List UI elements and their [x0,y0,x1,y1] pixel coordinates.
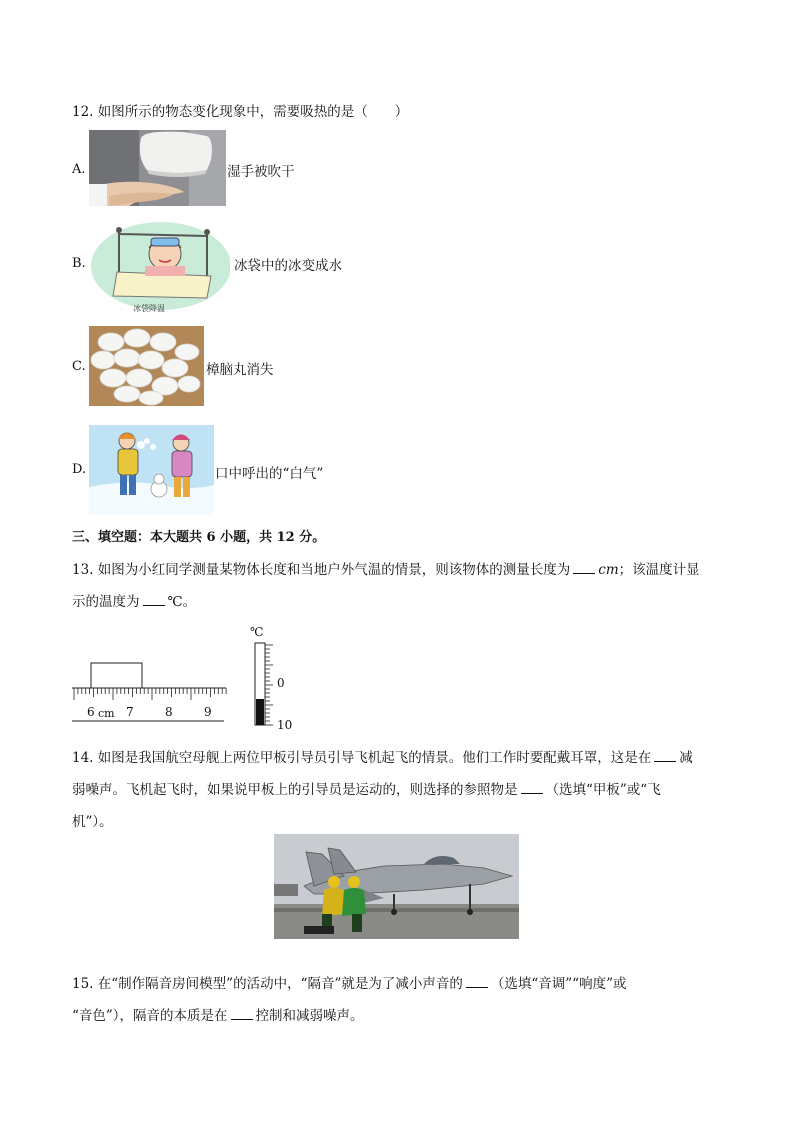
q13-unit-cm: cm [598,562,619,578]
q13-text-1b: ；该温度计显 [618,562,700,578]
q14-line-3: 机”）。 [72,814,113,830]
ruler-label-8: 8 [165,705,173,719]
q15-text-1a: 15. 在“制作隔音房间模型”的活动中，“隔音”就是为了减小声音的 [72,976,463,992]
option-a-text: 湿手被吹干 [227,164,295,180]
q14-text-2a: 弱噪声。飞机起飞时，如果说甲板上的引导员是运动的，则选择的参照物是 [72,782,518,798]
q15-text-2b: 控制和减弱噪声。 [255,1008,364,1024]
section-three-heading: 三、填空题：本大题共 6 小题，共 12 分。 [72,530,326,545]
q15-text-2a: “音色”），隔音的本质是在 [72,1008,228,1024]
q14-blank-1[interactable] [654,748,676,762]
option-d-letter: D. [72,462,87,477]
ruler-label-9: 9 [204,705,212,719]
q14-line-1 [72,748,693,768]
q13-line-2 [72,592,196,612]
option-a-letter: A. [72,162,86,177]
option-b-text: 冰袋中的冰变成水 [234,258,342,274]
ruler-figure [70,655,230,725]
q12-stem: 12. 如图所示的物态变化现象中，需要吸热的是（ ） [72,104,409,120]
option-d-text: 口中呼出的“白气” [215,466,324,482]
q13-blank-length[interactable] [573,560,595,574]
q14-text-1b: 减 [679,750,693,766]
q14-text-2b: （选填“甲板”或“飞 [545,782,661,798]
carrier-jet-photo [274,834,519,939]
ruler-label-7: 7 [126,705,134,719]
option-b-letter: B. [72,256,86,271]
thermometer-label-10: 10 [277,718,293,732]
ruler-label-cm: cm [98,707,115,720]
q13-text-1a: 13. 如图为小红同学测量某物体长度和当地户外气温的情景，则该物体的测量长度为 [72,562,571,578]
q14-text-1a: 14. 如图是我国航空母舰上两位甲板引导员引导飞机起飞的情景。他们工作时要配戴耳罩，这是在 [72,750,652,766]
q13-blank-temperature[interactable] [143,592,165,606]
option-c-letter: C. [72,359,86,374]
ice-bag-caption: 冰袋降温 [133,304,165,313]
mothballs-image [89,326,204,406]
white-breath-cartoon-image [89,425,214,515]
option-c-text: 樟脑丸消失 [206,362,274,378]
hand-dryer-image [89,130,226,206]
thermometer-unit: ℃ [250,625,264,639]
ice-bag-cartoon-image [89,214,230,314]
thermometer-figure [240,625,300,733]
q13-line-1 [72,560,700,580]
q15-blank-2[interactable] [231,1006,253,1020]
thermometer-label-0: 0 [277,676,285,690]
q13-text-2b: ℃。 [167,594,197,610]
q13-text-2a: 示的温度为 [72,594,140,610]
q14-blank-2[interactable] [521,780,543,794]
q15-line-2 [72,1006,364,1026]
q15-text-1b: （选填“音调”“响度”或 [490,976,627,992]
q14-line-2 [72,780,661,800]
thermometer-drawing [240,639,280,729]
ruler-label-6: 6 [87,705,95,719]
q15-line-1 [72,974,626,994]
q15-blank-1[interactable] [466,974,488,988]
